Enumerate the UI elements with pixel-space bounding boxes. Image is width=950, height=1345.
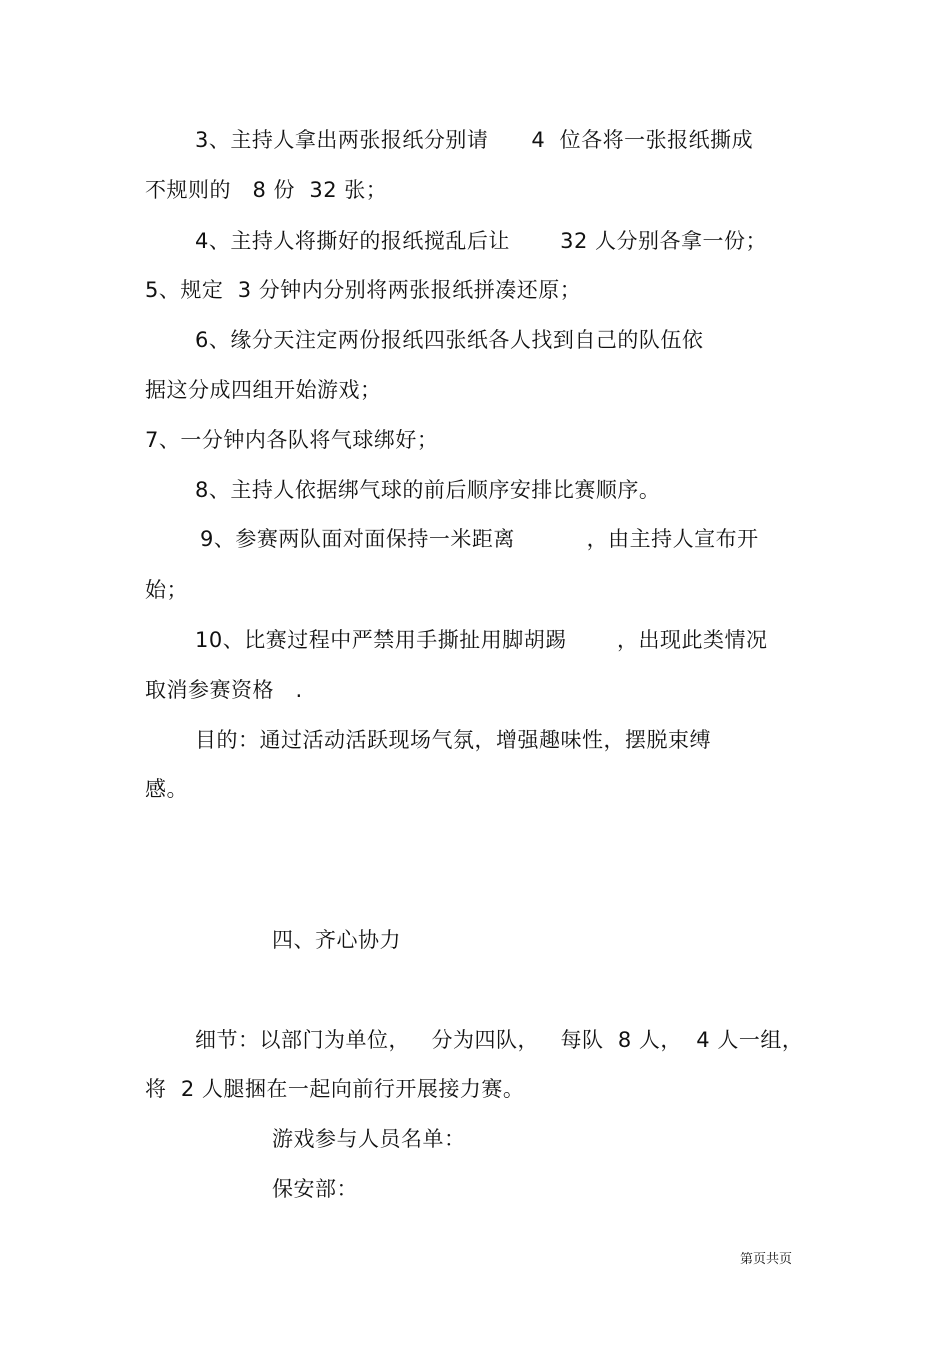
paragraph-line-details-b: 将 2 人腿捆在一起向前行开展接力赛。 [145,1077,525,1101]
paragraph-line-step3-a: 3、主持人拿出两张报纸分别请 4 位各将一张报纸撕成 [195,128,754,152]
paragraph-line-step6-a: 6、缘分天注定两份报纸四张纸各人找到自己的队伍依 [195,328,704,352]
paragraph-line-step10-a: 10、比赛过程中严禁用手撕扯用脚胡踢 ，出现此类情况 [195,628,768,652]
paragraph-line-step9-a: 9、参赛两队面对面保持一米距离 ，由主持人宣布开 [200,527,759,551]
paragraph-line-step6-b: 据这分成四组开始游戏； [145,378,382,402]
page-footer: 第页共页 [740,1252,793,1267]
paragraph-line-purpose-b: 感。 [145,777,188,801]
participant-list-label: 游戏参与人员名单： [272,1127,466,1151]
paragraph-line-step9-b: 始； [145,578,188,602]
paragraph-line-step8: 8、主持人依据绑气球的前后顺序安排比赛顺序。 [195,478,661,502]
paragraph-line-step4: 4、主持人将撕好的报纸搅乱后让 32 人分别各拿一份； [195,229,767,253]
section-heading: 四、齐心协力 [272,928,401,952]
paragraph-line-purpose-a: 目的：通过活动活跃现场气氛，增强趣味性，摆脱束缚 [195,728,711,752]
paragraph-line-step7: 7、一分钟内各队将气球绑好； [145,428,439,452]
paragraph-line-step5: 5、规定 3 分钟内分别将两张报纸拼凑还原； [145,278,582,302]
paragraph-line-step10-b: 取消参赛资格 . [145,678,303,702]
paragraph-line-details-a: 细节：以部门为单位， 分为四队， 每队 8 人， 4 人一组， [195,1028,804,1052]
paragraph-line-step3-b: 不规则的 8 份 32 张； [145,178,388,202]
department-label: 保安部： [272,1177,358,1201]
